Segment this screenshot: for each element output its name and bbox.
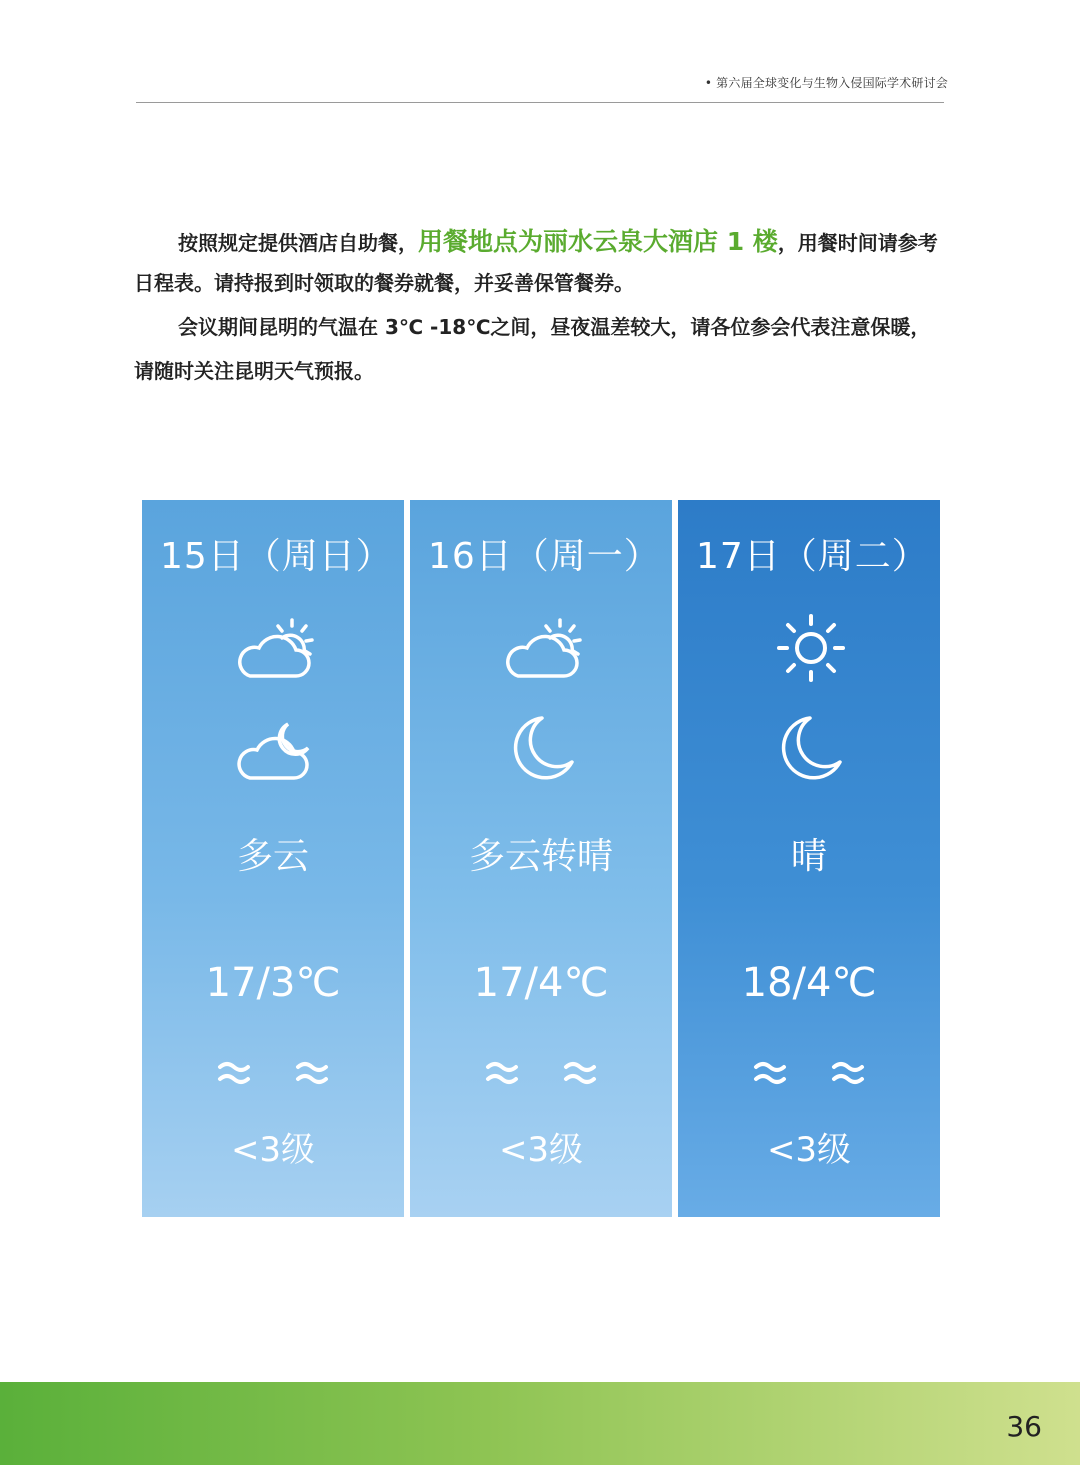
sun-icon (766, 610, 856, 686)
forecast-temperature: 17/3℃ (205, 960, 341, 1006)
paragraph-weather: 会议期间昆明的气温在 3℃ -18℃之间，昼夜温差较大，请各位参会代表注意保暖，请随时关注昆明天气预报。 (134, 315, 931, 383)
forecast-wind-level: <3级 (498, 1130, 584, 1170)
moon-icon (766, 710, 856, 786)
partly-cloudy-moon-icon (230, 710, 320, 786)
forecast-date: 16日（周一） (428, 536, 661, 577)
forecast-temperature: 17/4℃ (473, 960, 609, 1006)
body-text (134, 222, 946, 393)
weather-forecast-panel (142, 500, 940, 1217)
meal-text-end: ，用餐时间请参考日程表。请持报到时领取的餐券就餐，并妥善保管餐券。 (134, 231, 938, 295)
meal-text-start: 按照规定提供酒店自助餐， (178, 231, 418, 255)
wind-icon (480, 1055, 600, 1091)
forecast-condition: 多云 (236, 836, 309, 877)
partly-cloudy-sun-icon (498, 610, 588, 686)
footer-gradient-bar (0, 1382, 1080, 1465)
forecast-card-day3 (678, 500, 940, 1217)
forecast-wind-level: <3级 (766, 1130, 852, 1170)
wind-icon (748, 1055, 868, 1091)
header-divider (136, 102, 944, 103)
forecast-date: 15日（周日） (160, 536, 393, 577)
page-number: 36 (1006, 1410, 1042, 1443)
forecast-card-day1 (142, 500, 404, 1217)
paragraph-meal (134, 222, 946, 303)
moon-icon (498, 710, 588, 786)
forecast-condition: 晴 (790, 836, 827, 877)
header-title: • 第六届全球变化与生物入侵国际学术研讨会 (704, 76, 948, 90)
forecast-date: 17日（周二） (696, 536, 929, 577)
partly-cloudy-sun-icon (230, 610, 320, 686)
forecast-card-day2 (410, 500, 672, 1217)
forecast-condition: 多云转晴 (468, 836, 613, 877)
forecast-wind-level: <3级 (230, 1130, 316, 1170)
wind-icon (212, 1055, 332, 1091)
forecast-temperature: 18/4℃ (741, 960, 877, 1006)
meal-location-highlight: 用餐地点为丽水云泉大酒店 1 楼 (418, 227, 778, 256)
